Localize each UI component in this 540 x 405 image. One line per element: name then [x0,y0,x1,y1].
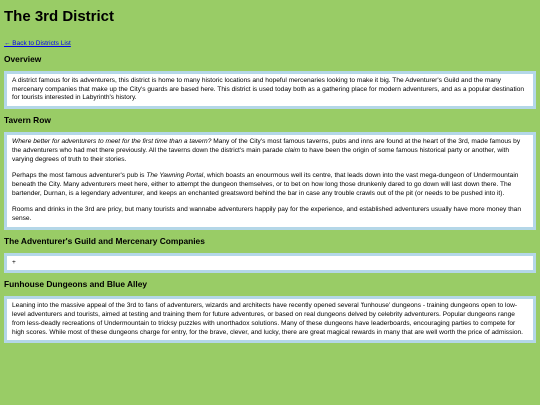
funhouse-heading: Funhouse Dungeons and Blue Alley [4,279,148,290]
funhouse-text: Leaning into the massive appeal of the 3rd to fans of adventurers, wizards and architects have recently opened several 'funhouse' dungeons - training dungeons open to low-level adventurers and tourists, aimed at testing and training them for future adventures, or based on real dungeons delved by celebrity adventurers. Popular dungeons range from less-deadly recreations of Undermountain to tricksy puzzles with unorthadox solutions. Many of these dungeons have leaderboards, encouraging parties to compete for high scores. While most of these dungeons charge for entry, for the brave, clever, and lucky, there are great magical rewards in many that are well worth the price of admission. [12,302,524,336]
yawning-portal-name: The Yawning Portal [146,172,204,180]
guild-box [4,253,536,274]
tavern-row-p2-part-a: Perhaps the most famous adventurer's pub is [12,172,147,180]
tavern-row-paragraph-2 [12,172,528,198]
overview-content [7,74,533,106]
guild-content [7,256,533,271]
tavern-row-content [7,135,533,227]
page-title: The 3rd District [4,8,115,25]
tavern-row-heading: Tavern Row [4,115,51,126]
tavern-row-p2-part-b: , which boasts an enourmous well its centre, that leads down into the vast mega-dungeon of Undermountain beneath the City. Many adventurers meet here, either to attempt the dungeon themselves, or to bet on how long those drunkenly dared to go down will last down there. The bartender, Durnan, is a legendary adventurer, and keeps an enchanted greatsword behind the bar in case any trouble crawls out of the pit (or needs to be pushed into it). [12,172,519,197]
overview-heading: Overview [4,54,42,64]
overview-text: A district famous for its adventurers, this district is home to many historic locations and hopeful mercenaries looking to make it big. The Adventurer's Guild and the many mercenary companies that make up the City's guards are based here. This district is used today both as a gathering place for modern adventurers, and as a popular destination for tourists interested in Labyrinth's history. [12,77,525,102]
guild-text: + [12,258,16,266]
funhouse-box [4,296,536,343]
tavern-row-paragraph-1 [12,138,528,164]
tavern-row-claim-word: claim [284,146,301,154]
tavern-row-box [4,132,536,230]
tavern-row-paragraph-3: Rooms and drinks in the 3rd are pricy, but many tourists and wannabe adventurers happily pay for the experience, and established adventurers usually have more money than sense. [12,206,521,223]
tavern-row-p1-part-b: to have been the origin of some famous historical party or another, with varying degrees of truth to their stories. [12,146,510,163]
overview-box [4,71,536,109]
funhouse-content [7,299,533,340]
tavern-row-p1-part-a: Many of the City's most famous taverns, pubs and inns are found at the heart of the 3rd, made famous by the adventurers who had met there previously. All the taverns down the district's main parade [12,138,521,154]
tavern-row-intro-question: Where better for adventurers to meet for the first time than a tavern? [12,138,212,146]
guild-heading: The Adventurer's Guild and Mercenary Companies [4,235,205,246]
back-to-districts-link[interactable]: ← Back to Districts List [4,40,71,47]
